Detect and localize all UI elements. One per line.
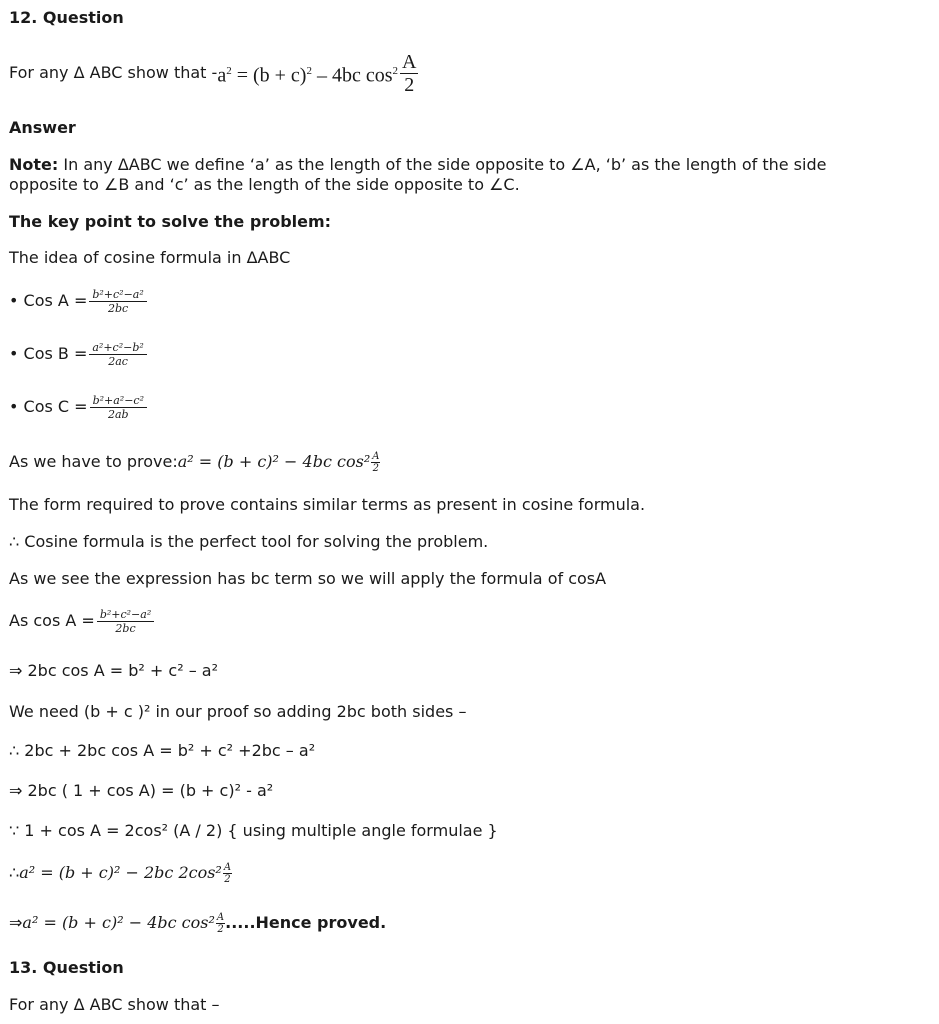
form-text: The form required to prove contains similar terms as present in cosine formula. [9, 495, 646, 514]
step-final: ⇒ a² = (b + c)² − 4bc cos² $\frac{A}{2}$ .....Hence proved. [9, 911, 387, 935]
cosine-formula-a: • Cos A = $\frac{\text{b²+c²−a²}}{2bc}$ [9, 283, 149, 319]
question-13-heading: 13. Question [9, 958, 124, 977]
question-12-formula: $a^2 = (b + c)^2 - 4bc$ $\cos^2$ [217, 64, 399, 87]
cosine-formula-b: • Cos B = $\frac{\text{a²+c²−b²}}{2ac}$ [9, 336, 149, 372]
answer-heading: Answer [9, 118, 76, 137]
cosine-formula-c: • Cos C = $\frac{\text{b²+a²−c²}}{2ab}$ [9, 389, 149, 425]
as-cos-a: As cos A = $\frac{\text{b²+c²−a²}}{2bc}$ [9, 603, 156, 639]
step-3: ∴ 2bc + 2bc cos A = b² + c² +2bc – a² [9, 741, 316, 760]
question-12-prompt [9, 45, 418, 101]
step-5: ∵ 1 + cos A = 2cos² (A / 2) { using multiple angle formulae } [9, 821, 498, 840]
question-12-heading: 12. Question [9, 8, 124, 27]
question-12-fraction: $\frac{A}{2}$ [402, 50, 417, 96]
step-4: ⇒ 2bc ( 1 + cos A) = (b + c)² - a² [9, 781, 274, 800]
step-1: ⇒ 2bc cos A = b² + c² – a² [9, 661, 218, 680]
question-12-text: For any Δ ABC show that - [9, 63, 218, 82]
key-point-heading: The key point to solve the problem: [9, 212, 332, 231]
prove-statement: As we have to prove: a² = (b + c)² − 4bc cos² $\frac{A}{2}$ [9, 450, 380, 474]
idea-text: The idea of cosine formula in ΔABC [9, 248, 291, 267]
note-line-2: opposite to ∠B and ‘c’ as the length of the side opposite to ∠C. [9, 175, 520, 194]
step-2: We need (b + c )² in our proof so adding 2bc both sides – [9, 702, 467, 721]
step-therefore: ∴ a² = (b + c)² − 2bc 2cos² $\frac{A}{2}$ [9, 861, 232, 885]
question-13-prompt: For any Δ ABC show that – [9, 995, 220, 1014]
see-text: As we see the expression has bc term so we will apply the formula of cosA [9, 569, 607, 588]
note-line-1: Note: In any ΔABC we define ‘a’ as the length of the side opposite to ∠A, ‘b’ as the length of the side [9, 155, 827, 174]
therefore-text: ∴ Cosine formula is the perfect tool for solving the problem. [9, 532, 489, 551]
